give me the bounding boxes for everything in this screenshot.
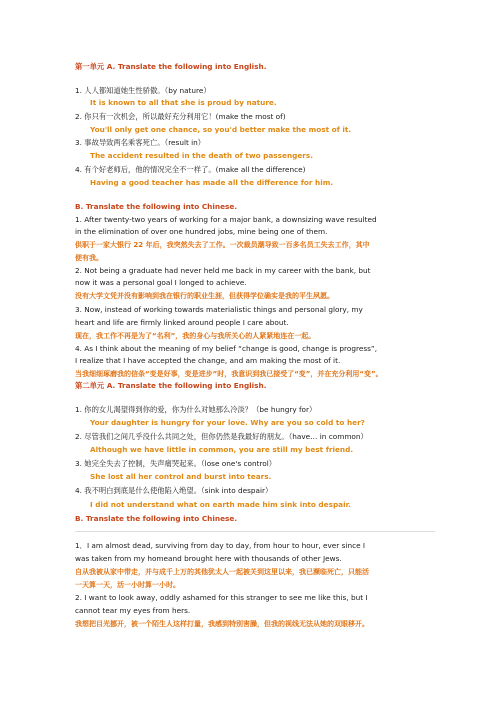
unit1-heading: 第一单元 A. Translate the following into English. — [75, 62, 267, 71]
unit2-question-1: 1. 你的女儿渴望得到你的爱，你为什么对她那么冷淡？（be hungry for） — [75, 405, 317, 414]
unit1-b-translation: 便有我。 — [75, 254, 103, 262]
unit1-question-2: 2. 你只有一次机会，所以最好充分利用它！(make the most of) — [75, 112, 286, 121]
unit1-b-translation: 现在，我工作不再是为了“名利”，我的身心与我所关心的人紧紧地连在一起。 — [75, 332, 316, 340]
unit1-b-line: 4. As I think about the meaning of my belief “change is good, change is progress”, — [75, 344, 378, 353]
unit2-heading: 第二单元 A. Translate the following into English. — [75, 381, 267, 390]
unit1-b-heading: B. Translate the following into Chinese. — [75, 202, 238, 211]
unit2-answer-4: I did not understand what on earth made him sink into despair. — [90, 500, 351, 509]
unit1-answer-4: Having a good teacher has made all the difference for him. — [90, 178, 334, 187]
unit1-question-1: 1. 人人都知道她生性骄傲。（by nature） — [75, 86, 211, 95]
unit1-answer-2: You'll only get one chance, so you'd better make the most of it. — [90, 125, 352, 134]
unit2-question-4: 4. 我不明白到底是什么使他陷入绝望。（sink into despair） — [75, 486, 273, 495]
unit1-b-line: in the elimination of over one hundred jobs, mine being one of them. — [75, 227, 328, 236]
unit1-b-translation: 没有大学文凭并没有影响到我在银行的职业生涯，但获得学位确实是我的平生夙愿。 — [75, 292, 334, 300]
unit2-answer-3: She lost all her control and burst into tears. — [90, 472, 272, 481]
unit1-question-4: 4. 有个好老师后，他的情况完全不一样了。(make all the difference) — [75, 165, 306, 174]
unit2-question-3: 3. 她完全失去了控制，失声痛哭起来。（lose one's control） — [75, 459, 277, 468]
unit1-b-line: heart and life are firmly linked around people I care about. — [75, 318, 289, 327]
unit2-b-heading: B. Translate the following into Chinese. — [75, 514, 238, 523]
unit2-b-translation: 我想把目光挪开，被一个陌生人这样打量，我感到特别害臊，但我的视线无法从她的双眼移开。 — [75, 620, 369, 628]
divider — [75, 531, 435, 532]
unit1-b-line: 1. After twenty-two years of working for a major bank, a downsizing wave resulted — [75, 215, 377, 224]
unit1-question-3: 3. 事故导致两名乘客死亡。（result in） — [75, 138, 206, 147]
unit2-answer-2: Although we have little in common, you are still my best friend. — [90, 445, 354, 454]
unit2-b-line: cannot tear my eyes from hers. — [75, 606, 191, 615]
unit1-b-line: 2. Not being a graduate had never held me back in my career with the bank, but — [75, 266, 371, 275]
unit1-b-line: 3. Now, instead of working towards materialistic things and personal glory, my — [75, 305, 363, 314]
unit2-question-2: 2. 尽管我们之间几乎没什么共同之处，但你仍然是我最好的朋友。（have… in common） — [75, 432, 368, 441]
unit2-answer-1: Your daughter is hungry for your love. Why are you so cold to her? — [90, 418, 365, 427]
unit2-b-line: was taken from my homeand brought here with thousands of other Jews. — [75, 554, 342, 563]
unit2-b-line: 1．I am almost dead, surviving from day to day, from hour to hour, ever since I — [75, 541, 366, 550]
unit1-b-line: I realize that I have accepted the change, and am making the most of it. — [75, 356, 341, 365]
unit1-b-translation: 供职于一家大银行 22 年后，我突然失去了工作。一次裁员潮导致一百多名员工失去工作，其中 — [75, 241, 370, 249]
unit1-answer-3: The accident resulted in the death of two passengers. — [90, 151, 314, 160]
unit1-b-translation: 当我细细琢磨我的信条“变是好事，变是进步”时，我意识到我已接受了“变”，并在充分利用“变”。 — [75, 370, 383, 378]
unit2-b-translation: 自从我被从家中带走，并与成千上万的其他犹太人一起被关到这里以来，我已濒临死亡，只能活 — [75, 568, 369, 576]
unit1-b-line: now it was a personal goal I longed to achieve. — [75, 278, 247, 287]
unit1-answer-1: It is known to all that she is proud by nature. — [90, 98, 277, 107]
unit2-b-translation: 一天算一天，活一小时算一小时。 — [75, 581, 180, 589]
unit2-b-line: 2. I want to look away, oddly ashamed for this stranger to see me like this, but I — [75, 593, 368, 602]
